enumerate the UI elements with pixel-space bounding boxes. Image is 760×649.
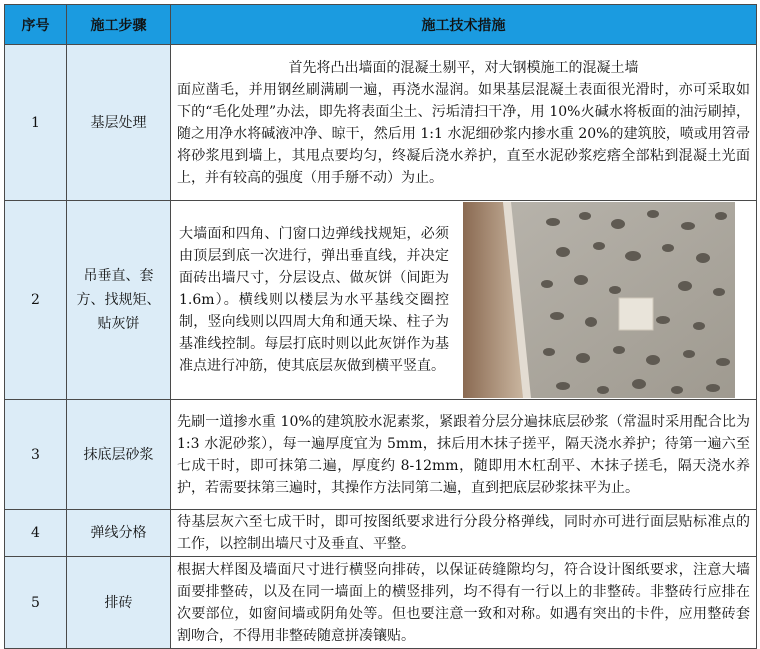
row-number: 1 — [5, 45, 67, 201]
header-step: 施工步骤 — [67, 5, 171, 45]
tech-text: 大墙面和四角、门窗口边弹线找规矩，必须由顶层到底一次进行，弹出垂直线，并决定面砖出墙尺寸，分层设点、做灰饼（间距为 1.6m）。横线则以楼层为水平基线交圈控制，竖向线则以四周大角和通天垛、柱子为基准线控制。每层打底时则以此灰饼作为基准点进行冲筋，使其底层灰做到横平竖直。 — [179, 226, 449, 374]
wall-photo — [463, 202, 735, 398]
row-number: 2 — [5, 201, 67, 400]
row-number: 4 — [5, 510, 67, 557]
header-seq: 序号 — [5, 5, 67, 45]
step-name: 弹线分格 — [67, 510, 171, 557]
table-row — [5, 557, 757, 649]
table-row — [5, 400, 757, 510]
step-name: 抹底层砂浆 — [67, 400, 171, 510]
row-number: 5 — [5, 557, 67, 649]
construction-table — [4, 4, 757, 649]
row-number: 3 — [5, 400, 67, 510]
tech-text: 待基层灰六至七成干时，即可按图纸要求进行分段分格弹线，同时亦可进行面层贴标准点的工作，以控制出墙尺寸及垂直、平整。 — [177, 514, 750, 552]
step-name: 基层处理 — [67, 45, 171, 201]
step-name: 吊垂直、套方、找规矩、贴灰饼 — [67, 201, 171, 400]
table-row — [5, 201, 757, 400]
header-row — [5, 5, 757, 45]
tech-text: 先刷一道掺水重 10%的建筑胶水泥素浆，紧跟着分层分遍抹底层砂浆（常温时采用配合比为 1:3 水泥砂浆），每一遍厚度宜为 5mm，抹后用木抹子搓平，隔天浇水养护；待第一遍六至七成干时，即可抹第二遍，厚度约 8-12mm，随即用木杠刮平、木抹子搓毛，隔天浇水养护，若需要抹第三遍时，其操作方法同第二遍，直到把底层砂浆抹平为止。 — [177, 413, 750, 496]
tech-description — [171, 557, 757, 649]
header-tech: 施工技术措施 — [171, 5, 757, 45]
tech-text-line: 首先将凸出墙面的混凝土剔平，对大钢模施工的混凝土墙 — [288, 59, 639, 76]
table-row — [5, 45, 757, 201]
tech-text: 根据大样图及墙面尺寸进行横竖向排砖，以保证砖缝隙均匀，符合设计图纸要求，注意大墙面要排整砖，以及在同一墙面上的横竖排列，均不得有一行以上的非整砖。非整砖行应排在次要部位，如窗间墙或阴角处等。但也要注意一致和对称。如遇有突出的卡件，应用整砖套割吻合，不得用非整砖随意拼凑镶贴。 — [177, 561, 750, 644]
tech-description — [171, 45, 757, 201]
tech-description — [171, 201, 757, 400]
table-row — [5, 510, 757, 557]
tech-text-line: 面应凿毛，并用钢丝刷满刷一遍，再浇水湿润。如果基层混凝土表面很光滑时，亦可采取如下的“毛化处理”办法，即先将表面尘土、污垢清扫干净，用 10%火碱水将板面的油污刷掉，随之用净水将碱液冲净、晾干，然后用 1:1 水泥细砂浆内掺水重 20%的建筑胶，喷或用笤帚将砂浆甩到墙上，其甩点要均匀，终凝后浇水养护，直至水泥砂浆疙瘩全部粘到混凝土光面上，并有较高的强度（用手掰不动）为止。 — [177, 81, 750, 186]
tech-description — [171, 400, 757, 510]
tech-description — [171, 510, 757, 557]
step-name: 排砖 — [67, 557, 171, 649]
